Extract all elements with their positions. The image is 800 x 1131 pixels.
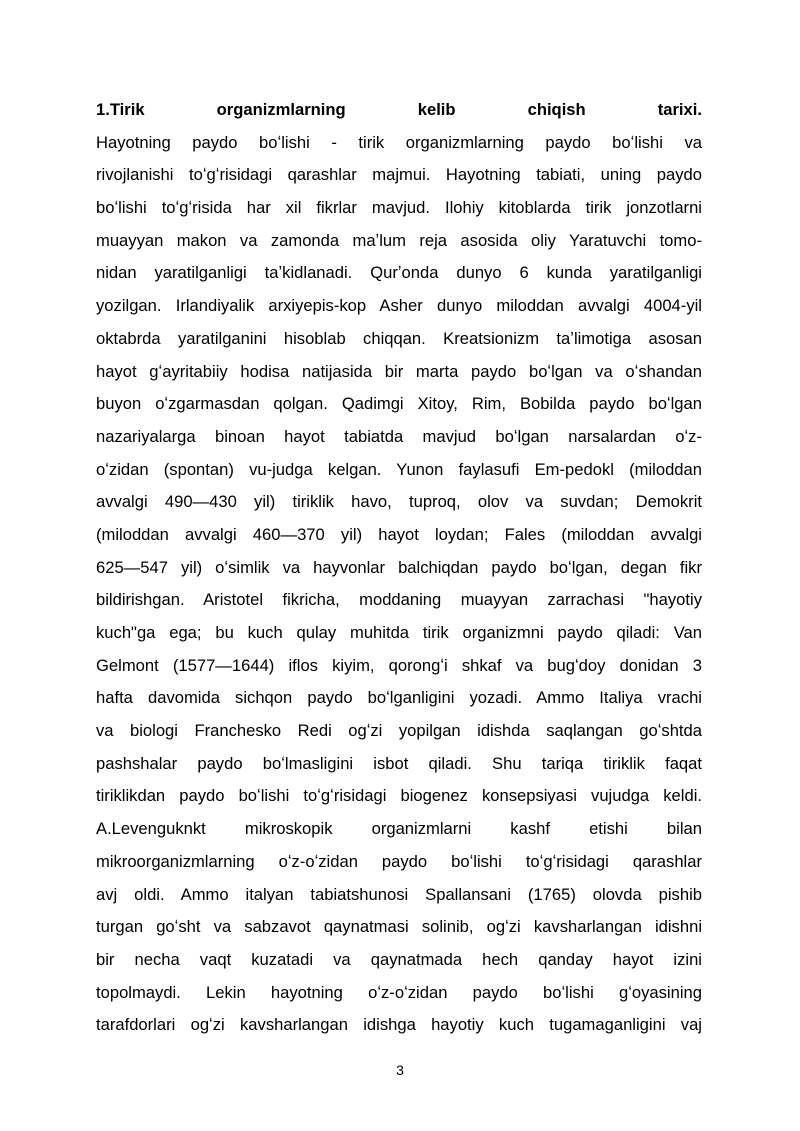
text-line: nazariyalarga binoan hayot tabiatda mavjud boʻlgan narsalardan oʻz- bbox=[96, 426, 702, 446]
text-line: kuch"ga ega; bu kuch qulay muhitda tirik organizmni paydo qiladi: Van bbox=[96, 623, 702, 642]
text-line: 625—547 yil) oʻsimlik va hayvonlar balchiqdan paydo boʻlgan, degan fikr bbox=[96, 557, 702, 577]
text-line: avj oldi. Ammo italyan tabiatshunosi Spallansani (1765) olovda pishib bbox=[96, 884, 702, 904]
body-text bbox=[96, 127, 702, 1042]
text-line: bildirishgan. Aristotel fikricha, moddaning muayyan zarrachasi "hayotiy bbox=[96, 590, 702, 610]
text-line: buyon oʻzgarmasdan qolgan. Qadimgi Xitoy, Rim, Bobilda paydo boʻlgan bbox=[96, 394, 702, 414]
text-line: topolmaydi. Lekin hayotning oʻz-oʻzidan paydo boʻlishi gʻoyasining bbox=[96, 982, 702, 1002]
text-line: (miloddan avvalgi 460—370 yil) hayot loydan; Fales (miloddan avvalgi bbox=[96, 524, 702, 544]
text-line: yozilgan. Irlandiyalik arxiyepis-kop Asher dunyo miloddan avvalgi 4004-yil bbox=[96, 296, 702, 316]
text-line: mikroorganizmlarning oʻz-oʻzidan paydo boʻlishi toʻgʻrisidagi qarashlar bbox=[96, 851, 702, 871]
text-line: tiriklikdan paydo boʻlishi toʻgʻrisidagi biogenez konsepsiyasi vujudga keldi. bbox=[96, 786, 702, 806]
text-line: bir necha vaqt kuzatadi va qaynatmada hech qanday hayot izini bbox=[96, 949, 702, 969]
text-line: oʻzidan (spontan) vu-judga kelgan. Yunon faylasufi Em-pedokl (miloddan bbox=[96, 459, 702, 479]
text-line: turgan goʻsht va sabzavot qaynatmasi solinib, ogʻzi kavsharlangan idishni bbox=[96, 917, 702, 937]
text-line: hayot gʻayritabiiy hodisa natijasida bir marta paydo boʻlgan va oʻshandan bbox=[96, 361, 702, 381]
text-line: avvalgi 490—430 yil) tiriklik havo, tuproq, olov va suvdan; Demokrit bbox=[96, 492, 702, 512]
page-number: 3 bbox=[396, 1062, 404, 1078]
text-line: muayyan makon va zamonda maʼlum reja asosida oliy Yaratuvchi tomo- bbox=[96, 230, 702, 250]
text-line: A.Levenguknkt mikroskopik organizmlarni kashf etishi bilan bbox=[96, 819, 702, 839]
text-line: hafta davomida sichqon paydo boʻlganligini yozadi. Ammo Italiya vrachi bbox=[96, 688, 702, 708]
text-line: Gelmont (1577—1644) iflos kiyim, qorongʻi shkaf va bugʻdoy donidan 3 bbox=[96, 655, 702, 675]
text-line: rivojlanishi toʻgʻrisidagi qarashlar majmui. Hayotning tabiati, uning paydo bbox=[96, 165, 702, 185]
text-line: oktabrda yaratilganini hisoblab chiqqan. Kreatsionizm taʼlimotiga asosan bbox=[96, 328, 702, 348]
text-line: va biologi Franchesko Redi ogʻzi yopilgan idishda saqlangan goʻshtda bbox=[96, 721, 702, 741]
section-heading: 1.Tirik organizmlarning kelib chiqish tarixi. bbox=[96, 100, 702, 119]
text-line: tarafdorlari ogʻzi kavsharlangan idishga hayotiy kuch tugamaganligini vaj bbox=[96, 1015, 702, 1035]
text-line: pashshalar paydo boʻlmasligini isbot qiladi. Shu tariqa tiriklik faqat bbox=[96, 753, 702, 773]
text-line: boʻlishi toʻgʻrisida har xil fikrlar mavjud. Ilohiy kitoblarda tirik jonzotlarni bbox=[96, 198, 702, 218]
text-line: nidan yaratilganligi taʼkidlanadi. Qurʼonda dunyo 6 kunda yaratilganligi bbox=[96, 263, 702, 283]
document-page bbox=[96, 94, 702, 1042]
text-line: Hayotning paydo boʻlishi - tirik organizmlarning paydo boʻlishi va bbox=[96, 132, 702, 152]
